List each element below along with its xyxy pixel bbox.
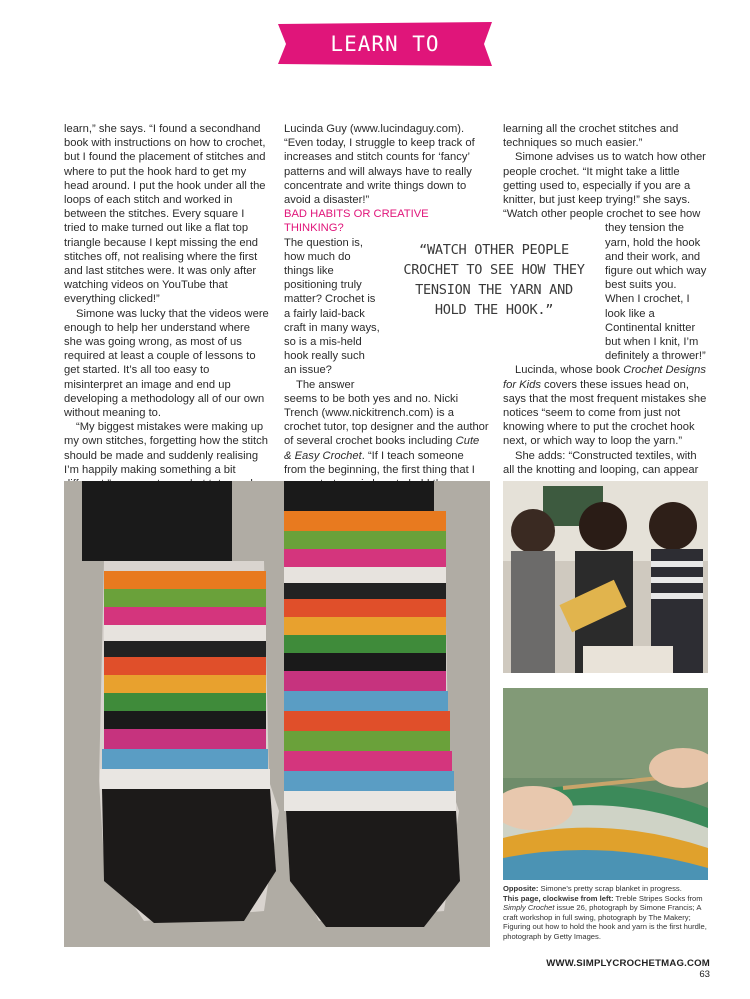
paragraph: Simone advises us to watch how other people crochet. “It might take a little getting used to, especially if you are a knitter, but just keep trying!” she says. “Watch other people crochet to see how (503, 151, 706, 221)
paragraph: Lucinda Guy (www.lucindaguy.com). “Even today, I struggle to keep track of increases and stitch counts for ‘fancy’ patterns and will always have to really concentrate and write things down to avoid a disaster!” (284, 123, 475, 207)
page-number: 63 (699, 969, 710, 980)
paragraph: The question is, how much do things like positioning truly matter? Crochet is a fairly laid-back craft in many ways, so is a mis-held hook really such an issue? (284, 236, 380, 377)
website-url: WWW.SIMPLYCROCHETMAG.COM (546, 958, 710, 969)
pull-quote: “WATCH OTHER PEOPLE CROCHET TO SEE HOW THEY TENSION THE YARN AND HOLD THE HOOK.” (403, 242, 585, 318)
caption-text: issue 26, photograph by Simone Francis; A craft workshop in full swing, photograph by The Makery; Figuring out how to hold the hook and yarn is the first hurdle, photograph by Getty Images. (503, 903, 707, 941)
page-footer (540, 958, 710, 980)
article-column-1 (64, 122, 269, 505)
hook-and-yarn-photo (503, 688, 708, 880)
caption-label: This page, clockwise from left: (503, 893, 614, 903)
paragraph-text: covers these issues head on, says that the most frequent mistakes she notices “seem to come from just not knowing where to put the crochet hook next, or which way to loop the yarn.” (503, 378, 707, 448)
article-column-2 (284, 122, 489, 520)
paragraph-text: they tension the yarn, hold the hook and their work, and figure out which way best suits you. When I crochet, I look like a Continental knitter but when I knit, I’m definitely a thrower!” (605, 222, 707, 363)
banner-title: LEARN TO CROCHET (330, 32, 440, 100)
paragraph: The answer (296, 378, 355, 391)
section-banner (278, 22, 492, 100)
photo-caption (503, 884, 713, 942)
paragraph: learn,” she says. “I found a secondhand book with instructions on how to crochet, but I found the placement of stitches and where to put the hook hard to get my head around. I put the hook under all the loops of each stitch and worked in between the stitches. Every square I tried to make turned out like a flat top triangle because I kept missing the end stitches off, not realising where the first and last stitches were. It was only after watching videos on YouTube that everything clicked!” (64, 123, 266, 306)
paragraph (503, 363, 708, 448)
paragraph: She adds: “Constructed textiles, with all the knotting and looping, can appear (503, 449, 699, 476)
crochet-socks-photo (64, 481, 490, 947)
craft-workshop-photo (503, 481, 708, 673)
paragraph-text: seems to be both yes and no. Nicki Trench (www.nickitrench.com) is a crochet tutor, top designer and the author of several crochet books including (284, 392, 489, 448)
caption-text: Treble Stripes Socks from (613, 893, 703, 903)
magazine-name: Simply Crochet (503, 903, 555, 913)
book-title: Cute & Easy Crochet (284, 435, 480, 462)
paragraph-text: . “If I teach someone from the beginning, the first thing that I (284, 449, 475, 476)
paragraph-text: Lucinda, whose book (515, 364, 624, 377)
paragraph: “My biggest mistakes were making up my own stitches, forgetting how the stitch should be made and suddenly realising I’m happily making something a bit (64, 421, 268, 476)
book-title: Crochet Designs for Kids (503, 364, 706, 391)
paragraph: Simone was lucky that the videos were enough to help her understand where she was going wrong, as most of us required at least a couple of lessons to get started. It’s all too easy to misinterpret an image and end up developing a methodology all of our own without meaning to. (64, 307, 269, 420)
subheading: BAD HABITS OR CREATIVE THINKING? (284, 208, 429, 235)
caption-label: Opposite: (503, 884, 539, 893)
caption-text: Simone’s pretty scrap blanket in progress. (538, 884, 682, 893)
paragraph: learning all the crochet stitches and techniques so much easier.” (503, 123, 679, 150)
